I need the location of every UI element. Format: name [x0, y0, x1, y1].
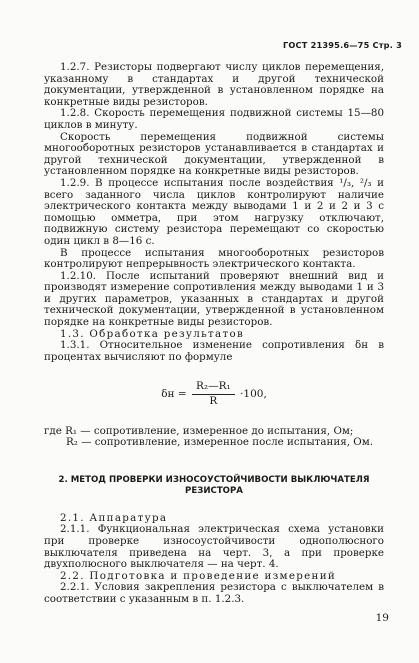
- paragraph-contact: В процессе испытания многооборотных резисторов контролируют непрерывность электрического контакта.: [44, 246, 384, 271]
- formula: [44, 381, 384, 407]
- paragraph-2-1: 2.1. Аппаратура: [60, 511, 168, 524]
- formula-rhs: ·100,: [240, 388, 267, 401]
- subsection-1-3-title: 1.3. Обработка результатов: [60, 327, 245, 340]
- paragraph-2-2-1: 2.2.1. Условия закрепления резистора с выключателем в соответствии с указанным в п. 1.2.3.: [44, 581, 384, 605]
- section-2-heading: [44, 475, 384, 497]
- section-2-title-line1: 2. МЕТОД ПРОВЕРКИ ИЗНОСОУСТОЙЧИВОСТИ ВЫКЛЮЧАТЕЛЯ: [58, 474, 370, 485]
- paragraph-2-1-1: 2.1.1. Функциональная электрическая схема установки при проверке износоустойчивости однополюсного выключателя приведена на черт. 3, а при проверке двухполюсного выключателя — на черт. 4.: [44, 523, 384, 571]
- paragraph-1-3-1: 1.3.1. Относительное изменение сопротивления δн в процентах вычисляют по формуле: [44, 339, 384, 363]
- legend-r1: где R₁ — сопротивление, измеренное до испытания, Ом;: [44, 424, 354, 437]
- paragraph-1-2-8: 1.2.8. Скорость перемещения подвижной системы 15—80 циклов в минуту.: [44, 107, 384, 131]
- paragraph-2-2: 2.2. Подготовка и проведение измерений: [60, 569, 337, 582]
- page-number: 19: [375, 612, 389, 624]
- paragraph-1-2-10: 1.2.10. После испытаний проверяют внешний вид и производят измерение сопротивления между выводами 1 и 3 и других параметров, указанных в стандартах и другой технической документации, утвержденной в установленном порядке на конкретные виды резисторов.: [44, 269, 384, 329]
- formula-numerator: R₂—R₁: [192, 381, 235, 395]
- page-header: ГОСТ 21395.6—75 Стр. 3: [282, 40, 402, 50]
- formula-lhs: δн =: [161, 388, 187, 401]
- document-body: [44, 62, 384, 606]
- formula-denominator: R: [209, 395, 218, 408]
- paragraph-speed: Скорость перемещения подвижной системы многооборотных резисторов устанавливается в стандартах и другой технической документации, утвержденной в установленном порядке на конкретные виды резисторов.: [44, 130, 384, 178]
- paragraph-1-2-9: 1.2.9. В процессе испытания после воздействия ¹/₃, ²/₃ и всего заданного числа циклов контролируют наличие электрического контакта между выводами 1 и 2 и 2 и 3 с помощью омметра, при этом нагрузку отключают, подвижную систему резистора перемещают со скоростью один цикл в 8—16 с.: [44, 176, 384, 247]
- legend-r2: R₂ — сопротивление, измеренное после испытания, Ом.: [66, 436, 374, 449]
- section-2-title-line2: РЕЗИСТОРА: [185, 485, 243, 496]
- formula-fraction: [192, 381, 235, 407]
- paragraph-1-2-7: 1.2.7. Резисторы подвергают числу циклов перемещения, указанному в стандартах и другой технической документации, утвержденной в установленном порядке на конкретные виды резисторов.: [44, 61, 384, 108]
- formula-legend: [44, 426, 384, 449]
